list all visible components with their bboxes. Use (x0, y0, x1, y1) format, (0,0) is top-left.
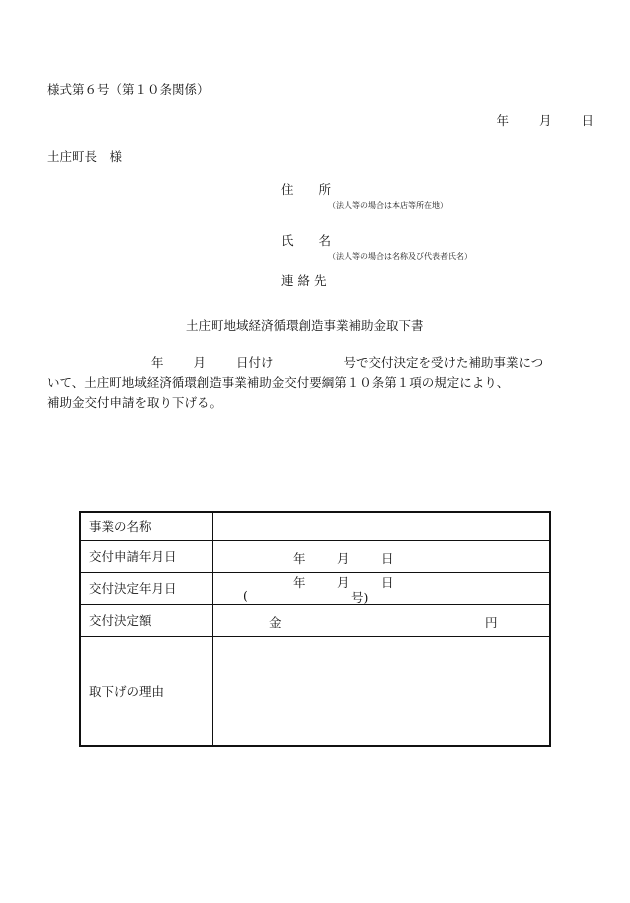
form-number: 様式第６号（第１０条関係） (47, 82, 210, 97)
project-name-label: 事業の名称 (80, 512, 213, 540)
app-month: 月 (337, 550, 350, 566)
body-line-1-rest: 号で交付決定を受けた補助事業につ (343, 355, 544, 370)
amount-prefix: 金 (269, 614, 282, 630)
date-line (496, 111, 594, 129)
decision-amount-field[interactable] (213, 604, 551, 636)
application-date-label: 交付申請年月日 (80, 540, 213, 572)
document-body (47, 353, 600, 413)
withdrawal-reason-label: 取下げの理由 (80, 636, 213, 746)
dec-paren-open: ( (243, 587, 248, 603)
decision-date-field[interactable] (213, 572, 551, 604)
table-row (80, 604, 550, 636)
info-table (79, 511, 551, 747)
body-year: 年 (151, 355, 164, 370)
date-day: 日 (581, 113, 594, 128)
body-month: 月 (193, 355, 207, 370)
body-line-2: いて、土庄町地域経済循環創造事業補助金交付要綱第１０条第１項の規定により、 (47, 375, 510, 390)
dec-month: 月 (337, 574, 350, 590)
address-note: （法人等の場合は本店等所在地） (328, 201, 448, 210)
body-line-1 (47, 353, 600, 373)
withdrawal-reason-field[interactable] (213, 636, 551, 746)
body-day: 日付け (236, 355, 274, 370)
application-date-field[interactable] (213, 540, 551, 572)
table-row (80, 636, 550, 746)
decision-amount-label: 交付決定額 (80, 604, 213, 636)
addressee: 土庄町長 様 (47, 149, 123, 164)
date-month: 月 (538, 113, 552, 128)
name-label: 氏 名 (281, 233, 332, 248)
app-year: 年 (293, 550, 306, 566)
date-year: 年 (496, 113, 509, 128)
name-note: （法人等の場合は名称及び代表者氏名） (328, 252, 472, 261)
dec-day: 日 (381, 574, 394, 590)
table-row (80, 540, 550, 572)
app-day: 日 (381, 550, 394, 566)
body-line-3: 補助金交付申請を取り下げる。 (47, 395, 223, 410)
dec-year: 年 (293, 574, 306, 590)
contact-label: 連 絡 先 (281, 273, 327, 288)
dec-number-close: 号) (351, 589, 369, 605)
decision-date-label: 交付決定年月日 (80, 572, 213, 604)
project-name-field[interactable] (213, 512, 551, 540)
document-title: 土庄町地域経済循環創造事業補助金取下書 (186, 318, 424, 333)
table-row (80, 572, 550, 604)
address-label: 住 所 (281, 182, 332, 197)
amount-suffix: 円 (485, 614, 498, 630)
table-row (80, 512, 550, 540)
